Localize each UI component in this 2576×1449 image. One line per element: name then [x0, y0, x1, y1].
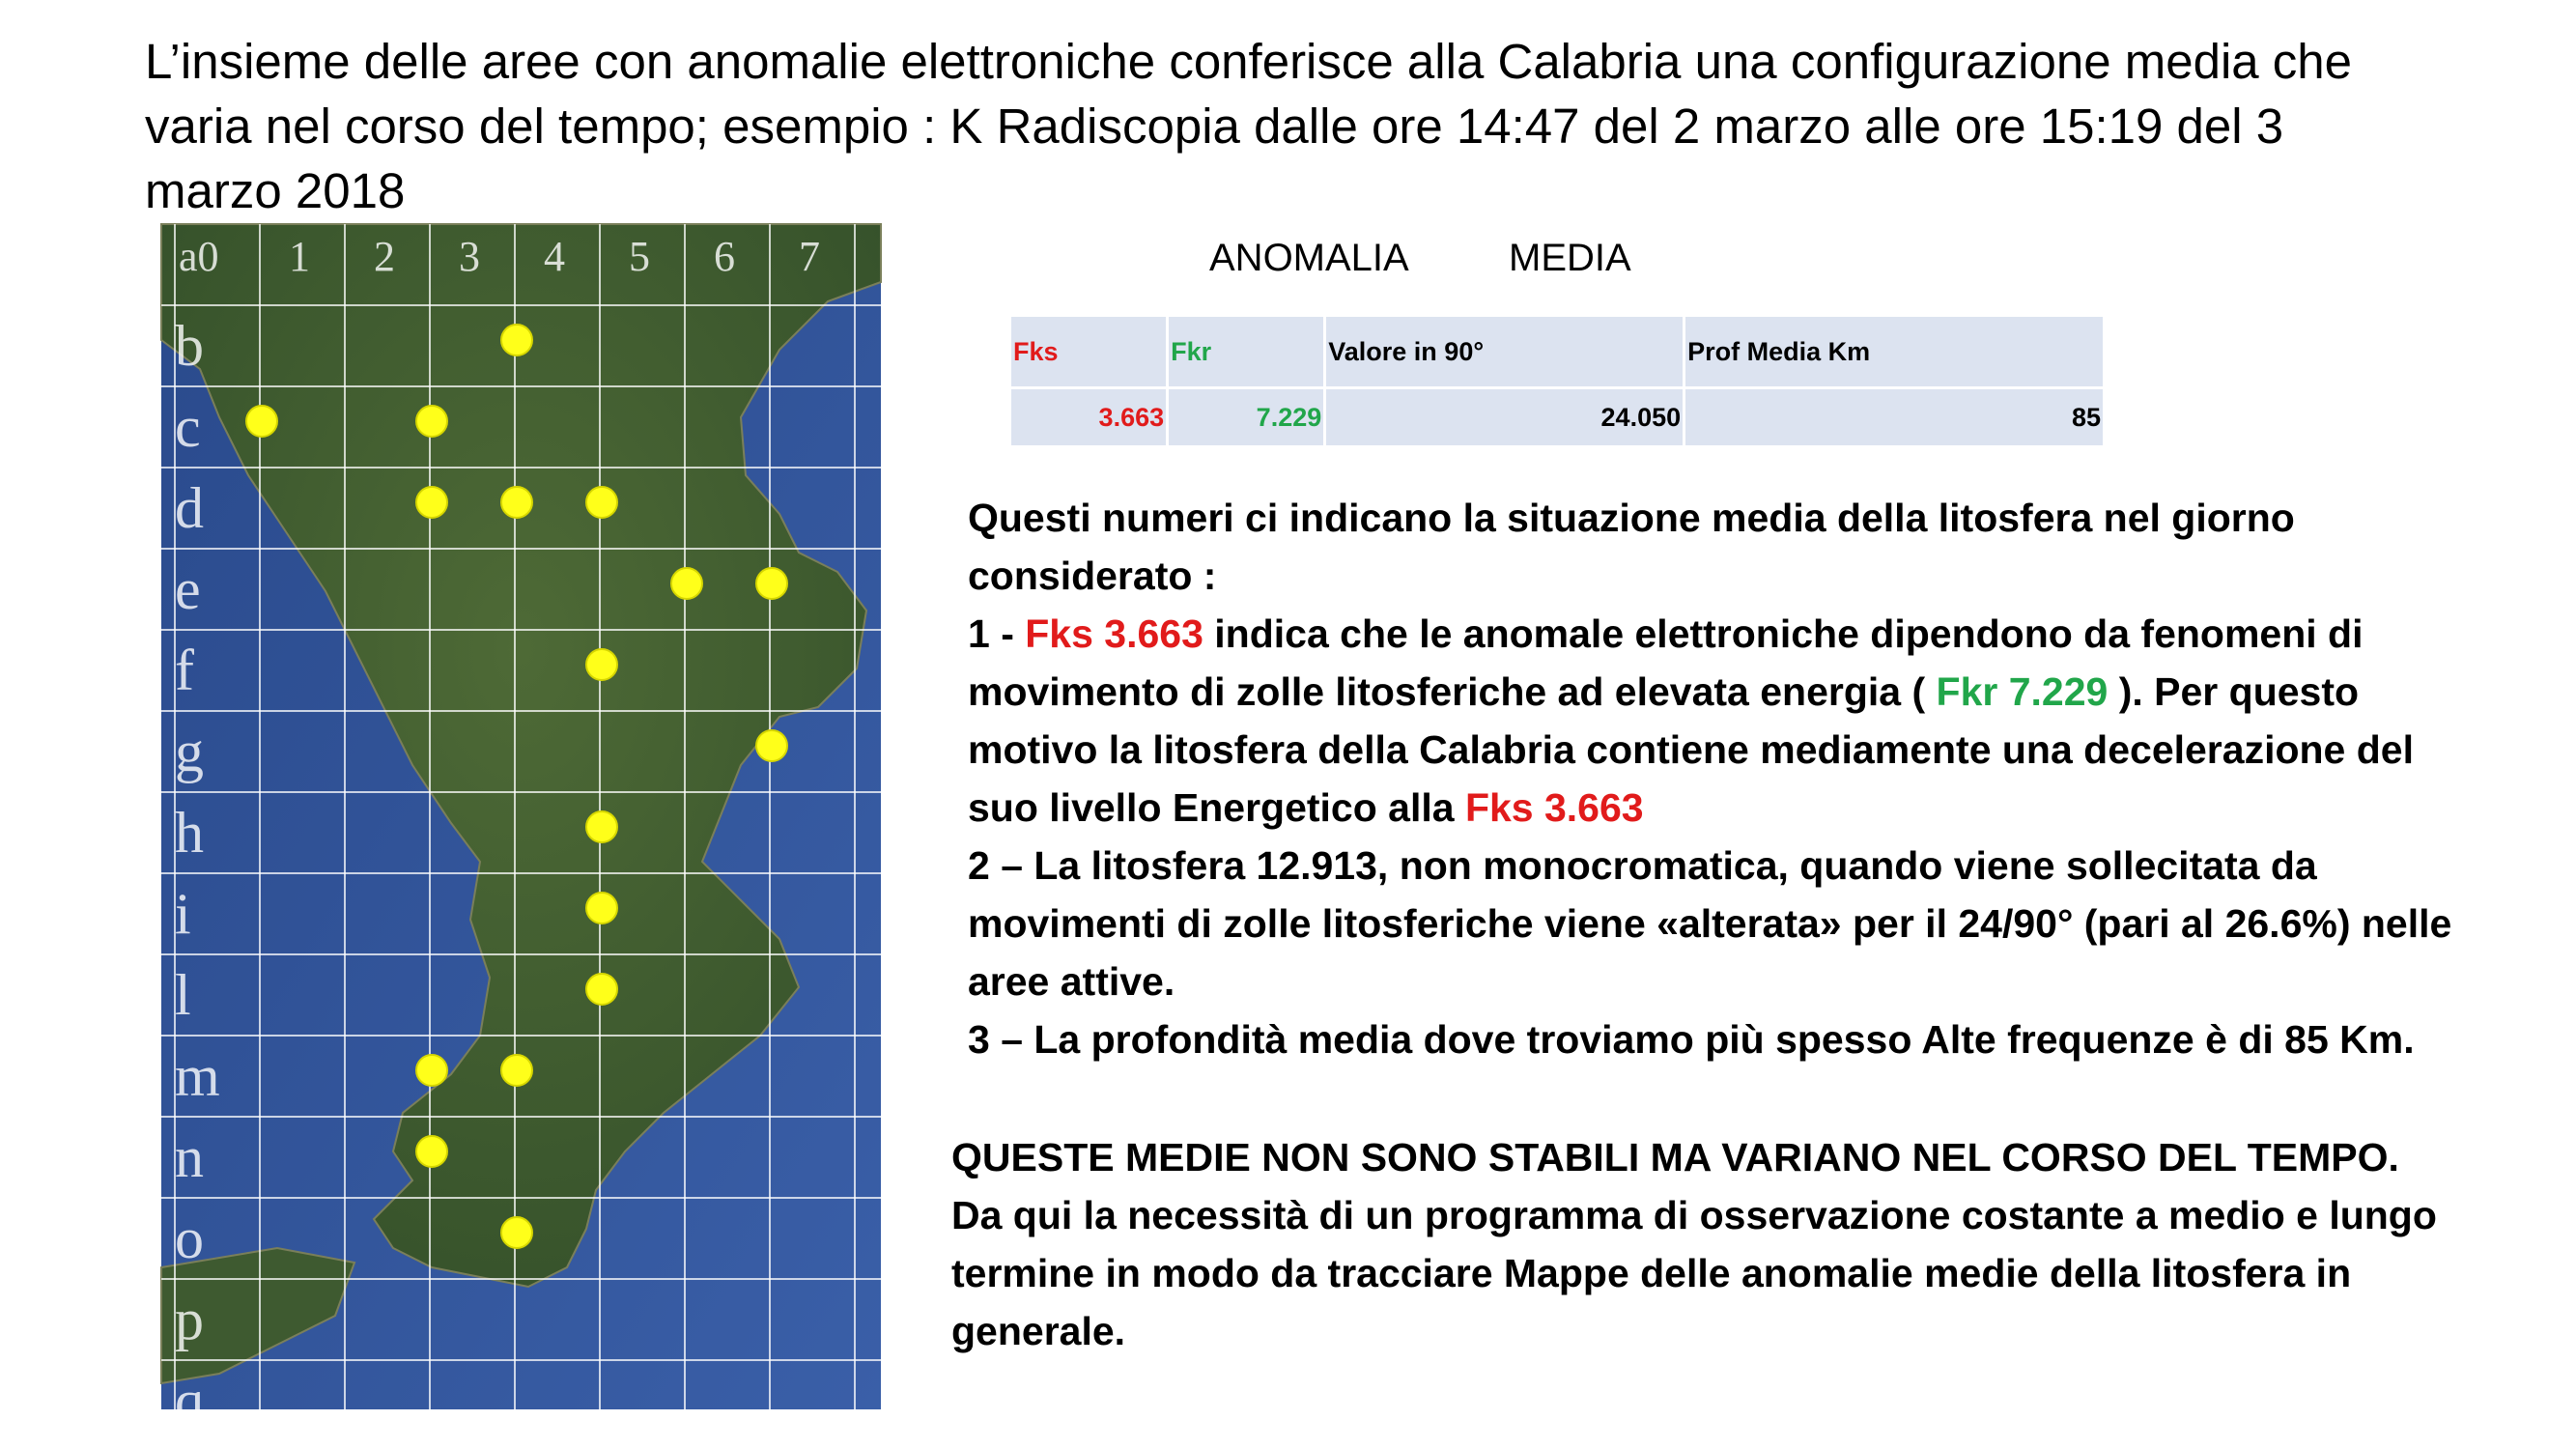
grid-column-label: a0 [179, 233, 219, 280]
conclusion-text [951, 1128, 2535, 1360]
anomaly-marker [586, 974, 617, 1005]
grid-row-label: n [175, 1125, 204, 1189]
anomaly-marker [586, 487, 617, 518]
value-fkr: 7.229 [1169, 389, 1323, 445]
calabria-satellite-map [161, 224, 905, 1433]
grid-row-label: p [175, 1288, 204, 1351]
grid-column-label: 5 [629, 233, 650, 280]
grid-row-label: o [175, 1207, 204, 1270]
grid-row-label: g [175, 720, 204, 783]
grid-row-label: q [175, 1369, 204, 1433]
map-canvas [161, 224, 905, 1433]
grid-row-label: l [175, 963, 191, 1027]
anomaly-marker [586, 893, 617, 923]
anomaly-marker [501, 325, 532, 355]
anomaly-marker [671, 568, 702, 599]
grid-row-label: c [175, 395, 201, 459]
grid-column-label: 3 [459, 233, 480, 280]
point-1-fks: Fks 3.663 [1025, 611, 1203, 656]
conclusion-headline: QUESTE MEDIE NON SONO STABILI MA VARIANO NEL CORSO DEL TEMPO. [951, 1135, 2399, 1179]
anomaly-marker [586, 649, 617, 680]
table-heading-media: MEDIA [1509, 237, 1631, 279]
anomaly-marker [756, 730, 787, 761]
explanation-text [968, 489, 2475, 1068]
grid-column-label: 8 [884, 233, 905, 280]
anomaly-marker [416, 1055, 447, 1086]
header-fks: Fks [1011, 317, 1166, 386]
grid-column-label: 4 [544, 233, 565, 280]
point-1-fkr: Fkr 7.229 [1936, 669, 2109, 714]
grid-row-label: b [175, 314, 204, 378]
grid-row-label: m [175, 1044, 220, 1108]
conclusion-body: Da qui la necessità di un programma di osservazione costante a medio e lungo termine in modo da tracciare Mappe delle anomalie medie della litosfera in generale. [951, 1193, 2437, 1353]
anomaly-stats-table [1008, 314, 2106, 448]
grid-row-label: i [175, 882, 191, 946]
anomaly-marker [501, 487, 532, 518]
point-3-paragraph: 3 – La profondità media dove troviamo più spesso Alte frequenze è di 85 Km. [968, 1017, 2415, 1062]
table-values-row [1011, 389, 2103, 445]
grid-row-label: f [175, 639, 194, 702]
grid-row-label: e [175, 557, 201, 621]
point-1-text-2: ). Per questo motivo la litosfera della Calabria contiene mediamente una decelerazione del suo livello Energetico alla [968, 669, 2414, 830]
slide-title: L’insieme delle aree con anomalie elettroniche conferisce alla Calabria una configurazione media che varia nel corso del tempo; esempio : K Radiscopia dalle ore 14:47 del 2 marzo alle ore 15:19 del 3 marzo 2018 [145, 34, 2353, 218]
intro-paragraph: Questi numeri ci indicano la situazione media della litosfera nel giorno considerato : [968, 496, 2295, 598]
anomaly-marker [416, 1136, 447, 1167]
value-valore-90: 24.050 [1326, 389, 1683, 445]
anomaly-marker [416, 406, 447, 437]
anomaly-marker [246, 406, 277, 437]
point-1-fks-2: Fks 3.663 [1464, 785, 1644, 830]
grid-column-label: 2 [374, 233, 395, 280]
table-heading-anomalia: ANOMALIA [1209, 237, 1409, 279]
grid-row-label: h [175, 801, 204, 865]
anomaly-marker [501, 1055, 532, 1086]
value-prof-media: 85 [1685, 389, 2103, 445]
anomaly-marker [756, 568, 787, 599]
anomaly-marker [586, 811, 617, 842]
grid-row-label: d [175, 476, 204, 540]
grid-column-label: 6 [714, 233, 735, 280]
point-2-paragraph: 2 – La litosfera 12.913, non monocromatica, quando viene sollecitata da movimenti di zolle litosferiche viene «alterata» per il 24/90° (pari al 26.6%) nelle aree attive. [968, 843, 2452, 1004]
anomaly-marker [416, 487, 447, 518]
anomaly-marker [501, 1217, 532, 1248]
header-prof-media: Prof Media Km [1685, 317, 2103, 386]
header-fkr: Fkr [1169, 317, 1323, 386]
value-fks: 3.663 [1011, 389, 1166, 445]
point-1-prefix: 1 - [968, 611, 1026, 656]
point-1-paragraph [968, 605, 2475, 837]
table-header-row [1011, 317, 2103, 386]
header-valore-90: Valore in 90° [1326, 317, 1683, 386]
grid-column-label: 1 [289, 233, 310, 280]
point-1-text: indica che le anomale elettroniche dipendono da fenomeni di movimento di zolle litosferiche ad elevata energia ( [968, 611, 2364, 714]
grid-column-label: 7 [799, 233, 820, 280]
